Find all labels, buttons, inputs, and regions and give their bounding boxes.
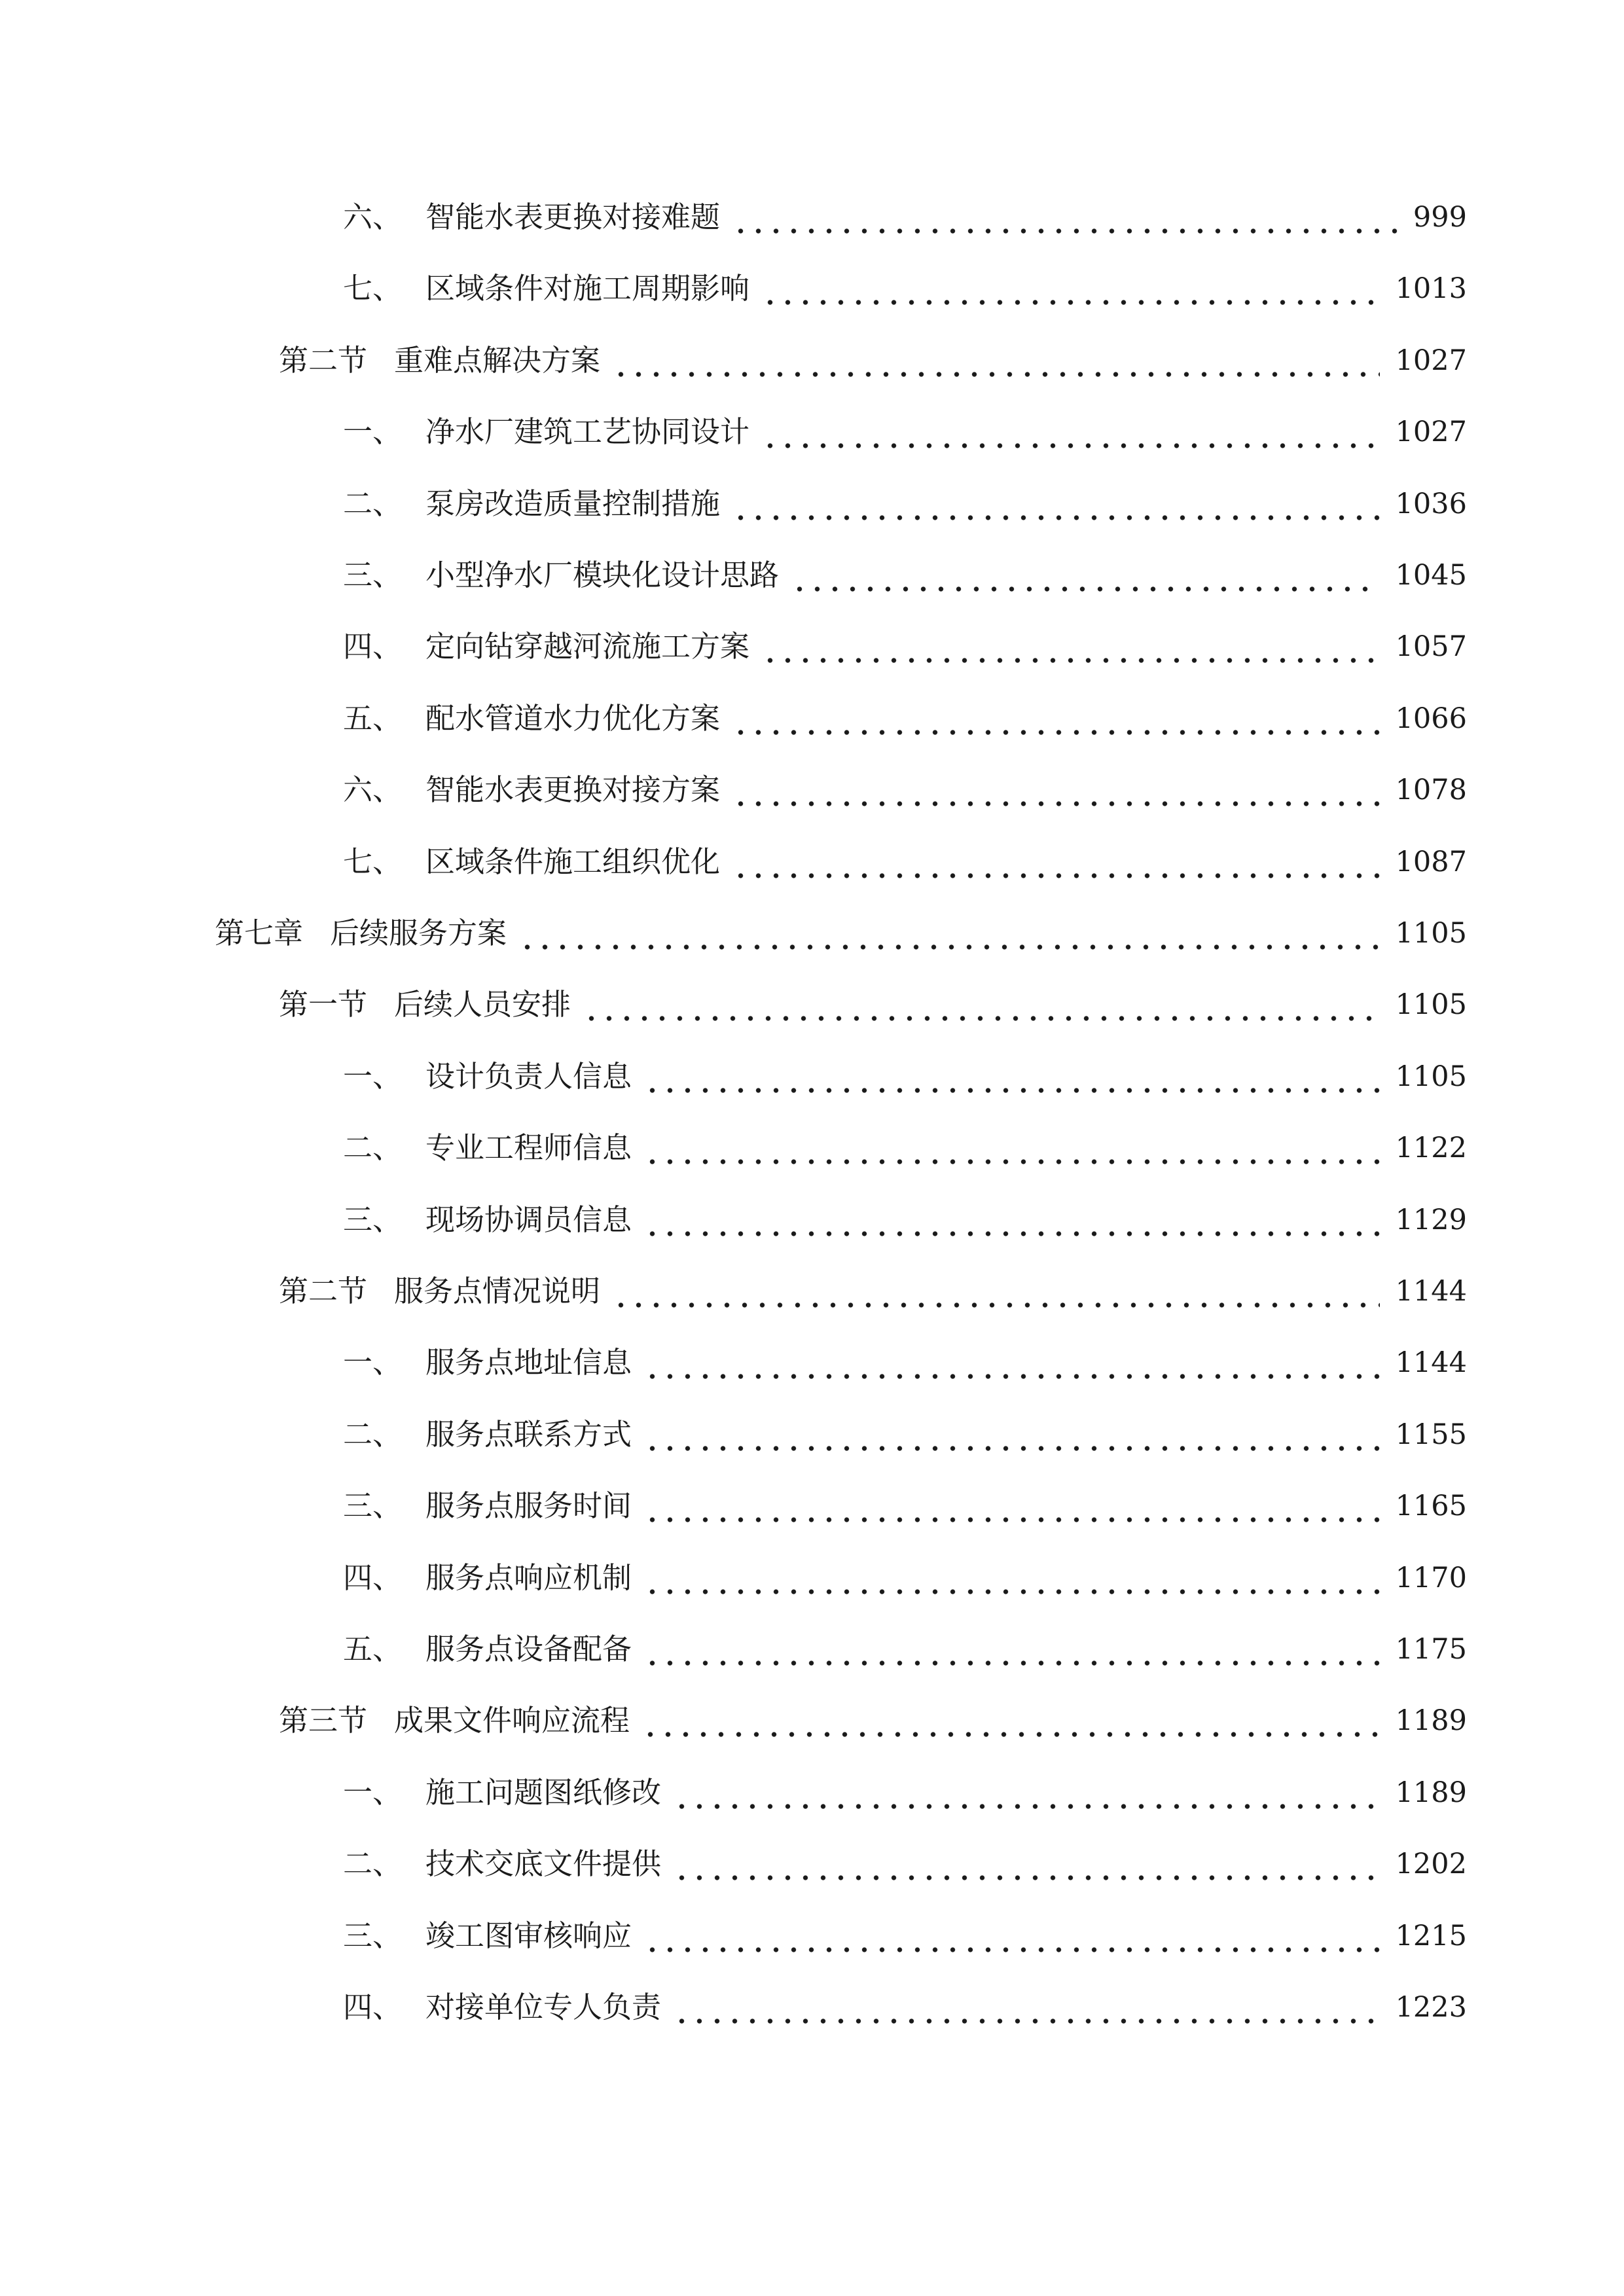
toc-entry-title: 服务点响应机制 bbox=[425, 1560, 632, 1595]
toc-entry-number: 第二节 bbox=[279, 343, 368, 378]
toc-entry-line bbox=[343, 549, 1467, 601]
toc-entry-number: 二、 bbox=[343, 1417, 403, 1452]
toc-entry[interactable] bbox=[0, 1767, 1624, 1819]
toc-entry-number: 一、 bbox=[343, 1059, 403, 1094]
toc-entry-title: 施工问题图纸修改 bbox=[425, 1775, 662, 1810]
toc-entry-number: 三、 bbox=[343, 1202, 403, 1237]
toc-entry-title: 竣工图审核响应 bbox=[425, 1918, 632, 1953]
toc-entry-line bbox=[343, 1552, 1467, 1604]
toc-entry[interactable] bbox=[0, 1695, 1624, 1747]
toc-entry-number: 七、 bbox=[343, 271, 403, 306]
toc-entry-title: 技术交底文件提供 bbox=[425, 1846, 662, 1881]
toc-entry[interactable] bbox=[0, 620, 1624, 673]
toc-entry[interactable] bbox=[0, 907, 1624, 960]
toc-entry-line bbox=[343, 1050, 1467, 1103]
toc-entry[interactable] bbox=[0, 262, 1624, 315]
toc-entry[interactable] bbox=[0, 1050, 1624, 1103]
toc-entry[interactable] bbox=[0, 1265, 1624, 1318]
toc-entry-number: 六、 bbox=[343, 772, 403, 807]
toc-dot-leader bbox=[732, 764, 1380, 816]
toc-entry-page-number: 1105 bbox=[1395, 917, 1467, 950]
toc-entry-page-number: 1155 bbox=[1395, 1418, 1467, 1451]
toc-entry-line bbox=[343, 1408, 1467, 1461]
toc-entry-title: 净水厂建筑工艺协同设计 bbox=[425, 414, 750, 449]
toc-entry[interactable] bbox=[0, 1336, 1624, 1389]
toc-entry-line bbox=[343, 1194, 1467, 1246]
toc-entry[interactable] bbox=[0, 978, 1624, 1031]
toc-entry-line bbox=[343, 406, 1467, 458]
toc-dot-leader bbox=[643, 1623, 1380, 1676]
toc-entry-number: 四、 bbox=[343, 1560, 403, 1595]
toc-entry-number: 三、 bbox=[343, 1918, 403, 1953]
toc-entry[interactable] bbox=[0, 191, 1624, 243]
toc-entry-number: 一、 bbox=[343, 1775, 403, 1810]
toc-entry[interactable] bbox=[0, 1981, 1624, 2034]
toc-entry-number: 第一节 bbox=[279, 987, 368, 1022]
toc-entry[interactable] bbox=[0, 334, 1624, 387]
toc-dot-leader bbox=[583, 978, 1380, 1031]
toc-entry[interactable] bbox=[0, 1194, 1624, 1246]
toc-entry-line bbox=[343, 1336, 1467, 1389]
toc-entry-line bbox=[343, 1623, 1467, 1676]
toc-dot-leader bbox=[641, 1695, 1380, 1747]
toc-entry-page-number: 1122 bbox=[1395, 1132, 1467, 1164]
toc-entry-title: 成果文件响应流程 bbox=[394, 1703, 630, 1738]
toc-entry-line bbox=[343, 836, 1467, 888]
toc-dot-leader bbox=[732, 836, 1380, 888]
toc-entry-page-number: 1105 bbox=[1395, 988, 1467, 1021]
toc-entry-title: 重难点解决方案 bbox=[394, 343, 601, 378]
toc-entry-page-number: 1105 bbox=[1395, 1060, 1467, 1093]
toc-entry-line bbox=[343, 1767, 1467, 1819]
toc-entry-line bbox=[343, 262, 1467, 315]
toc-entry-title: 对接单位专人负责 bbox=[425, 1990, 662, 2024]
toc-entry-page-number: 1170 bbox=[1395, 1562, 1467, 1594]
toc-entry-title: 服务点服务时间 bbox=[425, 1488, 632, 1523]
toc-entry[interactable] bbox=[0, 692, 1624, 745]
toc-entry-page-number: 1144 bbox=[1395, 1346, 1467, 1379]
toc-entry-line bbox=[343, 692, 1467, 745]
toc-entry-number: 五、 bbox=[343, 1632, 403, 1666]
toc-entry-page-number: 1215 bbox=[1395, 1920, 1467, 1952]
toc-entry[interactable] bbox=[0, 1623, 1624, 1676]
toc-dot-leader bbox=[761, 262, 1380, 315]
toc-entry-number: 三、 bbox=[343, 558, 403, 592]
toc-entry-title: 区域条件对施工周期影响 bbox=[425, 271, 750, 306]
toc-entry-number: 二、 bbox=[343, 1130, 403, 1165]
toc-dot-leader bbox=[761, 406, 1380, 458]
toc-dot-leader bbox=[673, 1838, 1380, 1890]
toc-dot-leader bbox=[612, 334, 1380, 387]
toc-dot-leader bbox=[643, 1194, 1380, 1246]
toc-entry-page-number: 1189 bbox=[1395, 1704, 1467, 1737]
toc-entry-page-number: 1078 bbox=[1395, 774, 1467, 806]
toc-entry-page-number: 1045 bbox=[1395, 559, 1467, 592]
toc-entry-line bbox=[343, 1838, 1467, 1890]
toc-entry-line bbox=[279, 334, 1467, 387]
toc-entry-line bbox=[279, 1265, 1467, 1318]
toc-entry-number: 第七章 bbox=[215, 916, 304, 950]
toc-dot-leader bbox=[732, 692, 1380, 745]
toc-entry-number: 二、 bbox=[343, 1846, 403, 1881]
toc-entry-line bbox=[343, 1910, 1467, 1962]
toc-entry-title: 区域条件施工组织优化 bbox=[425, 844, 721, 879]
toc-entry-number: 四、 bbox=[343, 629, 403, 664]
toc-entry[interactable] bbox=[0, 478, 1624, 530]
toc-entry-page-number: 1202 bbox=[1395, 1848, 1467, 1880]
toc-dot-leader bbox=[643, 1552, 1380, 1604]
toc-entry-number: 第二节 bbox=[279, 1274, 368, 1308]
toc-entry-number: 二、 bbox=[343, 486, 403, 521]
toc-entry[interactable] bbox=[0, 1552, 1624, 1604]
toc-entry-number: 一、 bbox=[343, 1345, 403, 1380]
toc-entry-page-number: 1057 bbox=[1395, 630, 1467, 663]
toc-entry-page-number: 1189 bbox=[1395, 1776, 1467, 1809]
toc-entry-page-number: 1165 bbox=[1395, 1490, 1467, 1522]
toc-entry-page-number: 1013 bbox=[1395, 272, 1467, 305]
toc-entry[interactable] bbox=[0, 1910, 1624, 1962]
toc-entry-line bbox=[343, 764, 1467, 816]
toc-dot-leader bbox=[732, 191, 1398, 243]
toc-entry-line bbox=[215, 907, 1467, 960]
toc-entry-title: 智能水表更换对接方案 bbox=[425, 772, 721, 807]
toc-dot-leader bbox=[643, 1122, 1380, 1174]
toc-dot-leader bbox=[643, 1336, 1380, 1389]
toc-dot-leader bbox=[673, 1981, 1380, 2034]
toc-entry-title: 后续人员安排 bbox=[394, 987, 571, 1022]
toc-entry[interactable] bbox=[0, 549, 1624, 601]
toc-entry-line bbox=[343, 620, 1467, 673]
toc-entry-title: 小型净水厂模块化设计思路 bbox=[425, 558, 780, 592]
toc-dot-leader bbox=[612, 1265, 1380, 1318]
toc-entry-number: 七、 bbox=[343, 844, 403, 879]
toc-entry-page-number: 1027 bbox=[1395, 416, 1467, 448]
toc-entry-page-number: 1129 bbox=[1395, 1204, 1467, 1236]
toc-entry-title: 智能水表更换对接难题 bbox=[425, 200, 721, 234]
toc-entry[interactable] bbox=[0, 406, 1624, 458]
toc-entry-page-number: 1175 bbox=[1395, 1633, 1467, 1666]
toc-dot-leader bbox=[643, 1408, 1380, 1461]
toc-entry[interactable] bbox=[0, 1838, 1624, 1890]
toc-dot-leader bbox=[643, 1910, 1380, 1962]
toc-entry[interactable] bbox=[0, 1122, 1624, 1174]
toc-entry-title: 专业工程师信息 bbox=[425, 1130, 632, 1165]
toc-entry-line bbox=[343, 191, 1467, 243]
toc-entry-page-number: 1144 bbox=[1395, 1275, 1467, 1308]
toc-entry-title: 定向钻穿越河流施工方案 bbox=[425, 629, 750, 664]
toc-dot-leader bbox=[673, 1767, 1380, 1819]
toc-entry-page-number: 999 bbox=[1413, 201, 1467, 234]
toc-entry-line bbox=[279, 1695, 1467, 1747]
toc-entry-title: 现场协调员信息 bbox=[425, 1202, 632, 1237]
toc-entry-line bbox=[343, 1981, 1467, 2034]
toc-entry-line bbox=[343, 1122, 1467, 1174]
toc-dot-leader bbox=[732, 478, 1380, 530]
toc-entry-title: 服务点联系方式 bbox=[425, 1417, 632, 1452]
toc-entry-title: 服务点情况说明 bbox=[394, 1274, 601, 1308]
toc-entry-number: 四、 bbox=[343, 1990, 403, 2024]
toc-dot-leader bbox=[761, 620, 1380, 673]
toc-entry-number: 六、 bbox=[343, 200, 403, 234]
toc-entry[interactable] bbox=[0, 764, 1624, 816]
toc-entry[interactable] bbox=[0, 1408, 1624, 1461]
toc-entry-line bbox=[279, 978, 1467, 1031]
toc-entry[interactable] bbox=[0, 836, 1624, 888]
toc-entry-page-number: 1087 bbox=[1395, 846, 1467, 878]
toc-entry-page-number: 1027 bbox=[1395, 344, 1467, 377]
toc-dot-leader bbox=[518, 907, 1380, 960]
toc-entry-title: 泵房改造质量控制措施 bbox=[425, 486, 721, 521]
toc-entry-number: 一、 bbox=[343, 414, 403, 449]
toc-entry-title: 设计负责人信息 bbox=[425, 1059, 632, 1094]
toc-entry-line bbox=[343, 1480, 1467, 1532]
toc-entry-number: 五、 bbox=[343, 701, 403, 736]
toc-entry-page-number: 1223 bbox=[1395, 1991, 1467, 2024]
toc-dot-leader bbox=[643, 1050, 1380, 1103]
toc-entry-line bbox=[343, 478, 1467, 530]
toc-dot-leader bbox=[643, 1480, 1380, 1532]
toc-entry-title: 配水管道水力优化方案 bbox=[425, 701, 721, 736]
toc-entry-page-number: 1066 bbox=[1395, 702, 1467, 735]
toc-entry-number: 三、 bbox=[343, 1488, 403, 1523]
toc-entry-title: 服务点地址信息 bbox=[425, 1345, 632, 1380]
toc-entry-number: 第三节 bbox=[279, 1703, 368, 1738]
toc-dot-leader bbox=[791, 549, 1380, 601]
toc-entry-title: 后续服务方案 bbox=[330, 916, 507, 950]
toc-entry-title: 服务点设备配备 bbox=[425, 1632, 632, 1666]
toc-entry-page-number: 1036 bbox=[1395, 488, 1467, 520]
toc-entry[interactable] bbox=[0, 1480, 1624, 1532]
